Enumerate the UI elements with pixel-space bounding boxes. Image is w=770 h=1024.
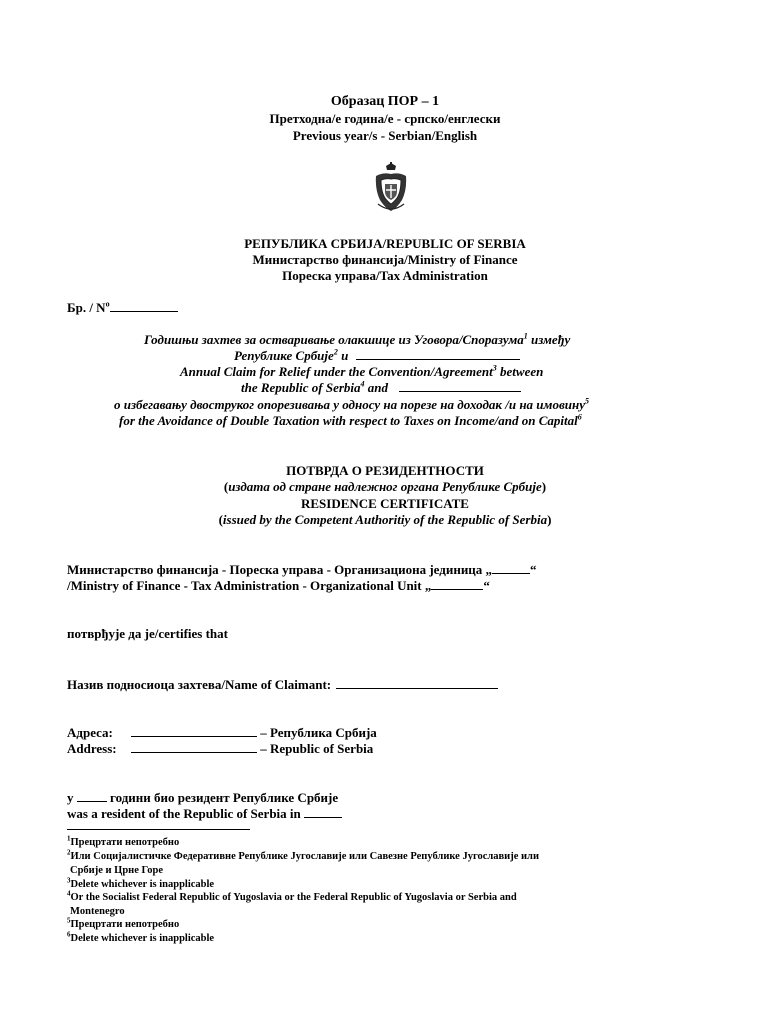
claim-line-4-text: the Republic of Serbia	[241, 380, 361, 395]
claimant-blank[interactable]	[336, 687, 498, 689]
certificate-title-en: RESIDENCE CERTIFICATE	[301, 496, 469, 511]
country-blank-sr[interactable]	[356, 358, 520, 360]
number-sup: o	[105, 299, 110, 309]
footnote-1-number: 1	[67, 834, 71, 843]
footnote-1-text: Прецртати непотребно	[70, 837, 180, 848]
unit-close-quote-sr: “	[530, 562, 537, 577]
footnote-2-number: 2	[67, 848, 71, 857]
footnote-ref-6: 6	[577, 412, 582, 422]
footnote-2-text: Или Социјалистичке Федеративне Републике Југославије или Савезне Републике Југославије или	[70, 851, 539, 862]
certificate-title-sr: ПОТВРДА О РЕЗИДЕНТНОСТИ	[286, 463, 484, 478]
claim-line-1-text: Годишњи захтев за остваривање олакшице из Уговора/Споразума	[144, 332, 524, 347]
claim-line-2-text: Републике Србије	[234, 348, 334, 363]
claim-line-4-end: and	[364, 380, 389, 395]
footnote-4	[67, 889, 517, 903]
address-line-en	[67, 741, 373, 757]
certificate-subtitle-sr-text: издата од стране надлежног органа Републике Србије	[228, 479, 542, 494]
footnote-2-continued	[70, 865, 163, 876]
ministry-title: Министарство финансија/Ministry of Finance	[252, 252, 518, 267]
claim-line-5-text: о избегавању двоструког опорезивања у односу на порезе на доходак /и на имовину	[114, 397, 585, 412]
header-line-3: Previous year/s - Serbian/English	[292, 128, 478, 143]
unit-line-en	[67, 578, 490, 594]
address-blank-sr[interactable]	[131, 735, 257, 737]
address-label-sr: Адреса:	[67, 725, 113, 740]
footnote-3	[67, 876, 215, 890]
unit-label-sr: Министарство финансија - Пореска управа - Организациона јединица „	[67, 562, 493, 577]
header-line-2: Претходна/е година/е - српско/енглески	[269, 111, 501, 126]
claim-line-3	[180, 364, 543, 380]
footnote-4-text: Or the Socialist Federal Republic of Yugoslavia or the Federal Republic of Yugoslavia or Serbia and	[70, 892, 517, 903]
footnote-6-text: Delete whichever is inapplicable	[70, 933, 215, 944]
claim-line-2	[234, 348, 520, 364]
footnote-3-text: Delete whichever is inapplicable	[70, 879, 215, 890]
claim-line-6-text: for the Avoidance of Double Taxation with respect to Taxes on Income/and on Capital	[119, 413, 578, 428]
resident-post-sr: години био резидент Републике Србије	[110, 790, 339, 805]
claim-line-3-end: between	[496, 364, 544, 379]
footnote-2	[67, 848, 539, 862]
resident-year-blank-en[interactable]	[304, 816, 342, 818]
footnote-6	[67, 930, 215, 944]
footnote-2-continued-text: Србије и Црне Горе	[70, 865, 164, 876]
resident-pre-sr: у	[67, 790, 74, 805]
footnote-5	[67, 916, 180, 930]
footnote-6-number: 6	[67, 930, 71, 939]
footnote-4-continued-text: Montenegro	[70, 906, 125, 917]
certificate-subtitle-en-text: issued by the Competent Authoritiy of the Republic of Serbia	[222, 512, 548, 527]
claim-line-6	[119, 413, 582, 429]
form-label: Образац ПОР – 1	[330, 94, 440, 109]
claim-line-1	[144, 332, 570, 348]
footnote-ref-2: 2	[333, 347, 338, 357]
unit-blank-sr[interactable]	[492, 572, 530, 574]
number-field	[67, 300, 178, 316]
footnote-5-text: Прецртати непотребно	[70, 919, 180, 930]
unit-line-sr	[67, 562, 537, 578]
claim-line-1-end: између	[527, 332, 571, 347]
footnote-ref-4: 4	[360, 379, 365, 389]
republic-title: РЕПУБЛИКА СРБИЈА/REPUBLIC OF SERBIA	[244, 236, 526, 251]
claimant-label: Назив подносиоца захтева/Name of Claimant:	[67, 677, 332, 692]
number-blank[interactable]	[110, 310, 178, 312]
footnote-4-number: 4	[67, 889, 71, 898]
footnote-ref-5: 5	[584, 396, 589, 406]
claim-line-5	[114, 397, 589, 413]
claim-line-2-end: и	[337, 348, 349, 363]
footnote-separator	[67, 829, 250, 830]
tax-admin-title: Пореска управа/Tax Administration	[282, 268, 488, 283]
footnote-4-continued	[70, 906, 125, 917]
footnote-5-number: 5	[67, 916, 71, 925]
footnote-1	[67, 834, 180, 848]
resident-pre-en: was a resident of the Republic of Serbia in	[67, 806, 301, 821]
footnote-ref-3: 3	[492, 363, 497, 373]
claimant-line	[67, 677, 498, 693]
claim-line-4	[241, 380, 521, 396]
address-suffix-en: – Republic of Serbia	[260, 741, 374, 756]
resident-line-en	[67, 806, 342, 822]
number-label: Бр. / N	[67, 300, 106, 315]
resident-year-blank-sr[interactable]	[77, 800, 107, 802]
unit-blank-en[interactable]	[431, 588, 483, 590]
coat-of-arms-emblem	[373, 162, 409, 214]
address-label-en: Address:	[67, 741, 117, 756]
certificate-subtitle-sr: (издата од стране надлежног органа Републике Србије)	[223, 479, 547, 494]
address-line-sr	[67, 725, 377, 741]
unit-label-en: /Ministry of Finance - Tax Administration - Organizational Unit „	[67, 578, 432, 593]
address-suffix-sr: – Република Србија	[260, 725, 377, 740]
footnote-3-number: 3	[67, 876, 71, 885]
country-blank-en[interactable]	[399, 390, 521, 392]
certificate-subtitle-en: (issued by the Competent Authoritiy of the Republic of Serbia)	[218, 512, 552, 527]
claim-line-3-text: Annual Claim for Relief under the Convention/Agreement	[180, 364, 493, 379]
resident-line-sr	[67, 790, 338, 806]
address-blank-en[interactable]	[131, 751, 257, 753]
footnote-ref-1: 1	[523, 331, 528, 341]
unit-close-quote-en: “	[483, 578, 490, 593]
certifies-text: потврђује да је/certifies that	[67, 626, 228, 641]
